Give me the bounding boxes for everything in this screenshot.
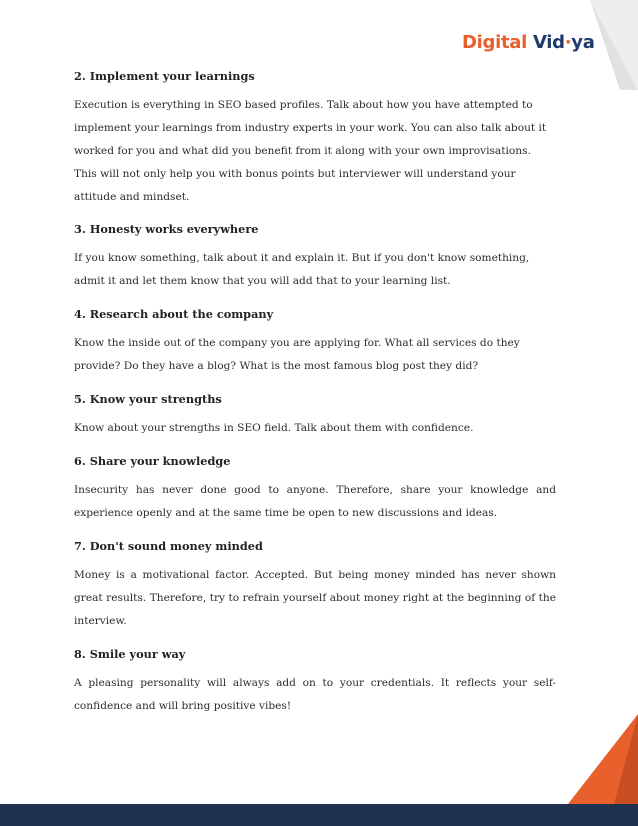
logo-word-vidya: Vid·ya — [532, 32, 595, 53]
section-share-knowledge — [74, 451, 556, 525]
section-heading: 8. Smile your way — [74, 647, 186, 661]
section-know-strengths — [74, 389, 556, 440]
document-body — [74, 66, 556, 718]
section-body: Insecurity has never done good to anyone. Therefore, share your knowledge and experience openly and at the same time be open to new discussions and ideas. — [74, 484, 556, 519]
section-heading: 6. Share your knowledge — [74, 454, 231, 468]
section-body: Know about your strengths in SEO field. Talk about them with confidence. — [74, 422, 474, 434]
section-body: Execution is everything in SEO based profiles. Talk about how you have attempted to implement your learnings from industry experts in your work. You can also talk about it worked for you and what did you benefit from it along with your own improvisations. This will not only help you with bonus points but interviewer will understand your attitude and mindset. — [74, 99, 547, 203]
section-body: A pleasing personality will always add on to your credentials. It reflects your self-confidence and will bring positive vibes! — [74, 677, 556, 712]
section-research-company — [74, 304, 556, 378]
section-heading: 5. Know your strengths — [74, 392, 222, 406]
section-heading: 2. Implement your learnings — [74, 69, 255, 83]
section-honesty — [74, 219, 556, 293]
section-implement-learnings — [74, 66, 556, 209]
footer-bar — [0, 804, 638, 826]
section-body: If you know something, talk about it and explain it. But if you don't know something, admit it and let them know that you will add that to your learning list. — [74, 252, 530, 287]
section-body: Money is a motivational factor. Accepted. But being money minded has never shown great results. Therefore, try to refrain yourself about money right at the beginning of the interview. — [74, 569, 556, 627]
section-heading: 3. Honesty works everywhere — [74, 222, 259, 236]
section-heading: 7. Don't sound money minded — [74, 539, 263, 553]
folded-corner-decoration — [590, 0, 638, 90]
footer-corner-decoration — [568, 714, 638, 804]
section-money-minded — [74, 536, 556, 633]
section-heading: 4. Research about the company — [74, 307, 274, 321]
logo-word-digital: Digital — [462, 32, 527, 53]
section-body: Know the inside out of the company you are applying for. What all services do they provide? Do they have a blog? What is the most famous blog post they did? — [74, 337, 520, 372]
section-smile — [74, 644, 556, 718]
digital-vidya-logo — [462, 32, 595, 53]
